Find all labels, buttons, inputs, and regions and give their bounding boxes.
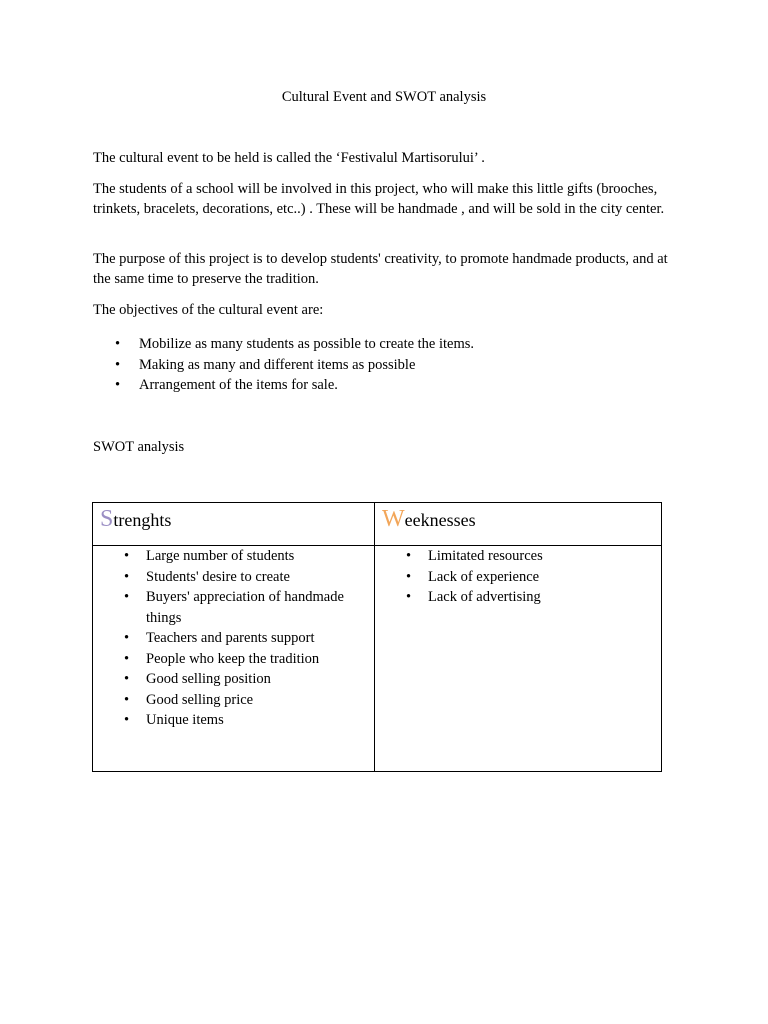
list-item: • Limitated resources: [375, 546, 662, 567]
list-item: • Unique items: [93, 710, 374, 731]
paragraph-purpose: The purpose of this project is to develop students' creativity, to promote handmade products, and at the same time to preserve the tradition.: [93, 251, 668, 287]
list-item: • Buyers' appreciation of handmade things: [93, 587, 374, 628]
column-divider: [374, 503, 375, 771]
weaknesses-header-rest: eeknesses: [404, 510, 476, 530]
weaknesses-initial: W: [382, 506, 405, 532]
list-item: • Lack of experience: [375, 567, 662, 588]
list-item: • Arrangement of the items for sale.: [93, 375, 474, 396]
swot-heading: SWOT analysis: [93, 439, 185, 455]
document-title: Cultural Event and SWOT analysis: [281, 89, 487, 105]
list-item: • Making as many and different items as possible: [93, 355, 474, 376]
list-item: • Good selling price: [93, 690, 374, 711]
strengths-header-rest: trenghts: [113, 510, 172, 530]
list-item: • Teachers and parents support: [93, 628, 374, 649]
strengths-list: [93, 546, 374, 731]
swot-table: [92, 502, 662, 772]
weaknesses-header: [382, 506, 476, 533]
list-item: • Students' desire to create: [93, 567, 374, 588]
swot-header-row: [93, 503, 661, 546]
list-item: • Large number of students: [93, 546, 374, 567]
paragraph-objectives-intro: The objectives of the cultural event are:: [93, 302, 324, 318]
weaknesses-list: [375, 546, 662, 608]
list-item: • Good selling position: [93, 669, 374, 690]
list-item: • People who keep the tradition: [93, 649, 374, 670]
strengths-header: [100, 506, 171, 533]
paragraph-participants: The students of a school will be involved in this project, who will make this little gifts (brooches, trinkets, bracelets, decorations, etc..) . These will be handmade , and will be sold in the city center.: [93, 181, 665, 217]
objectives-list: [93, 334, 474, 396]
list-item: • Mobilize as many students as possible to create the items.: [93, 334, 474, 355]
list-item: • Lack of advertising: [375, 587, 662, 608]
strengths-initial: S: [100, 506, 114, 532]
paragraph-event-name: The cultural event to be held is called the ‘Festivalul Martisorului’ .: [93, 150, 485, 166]
